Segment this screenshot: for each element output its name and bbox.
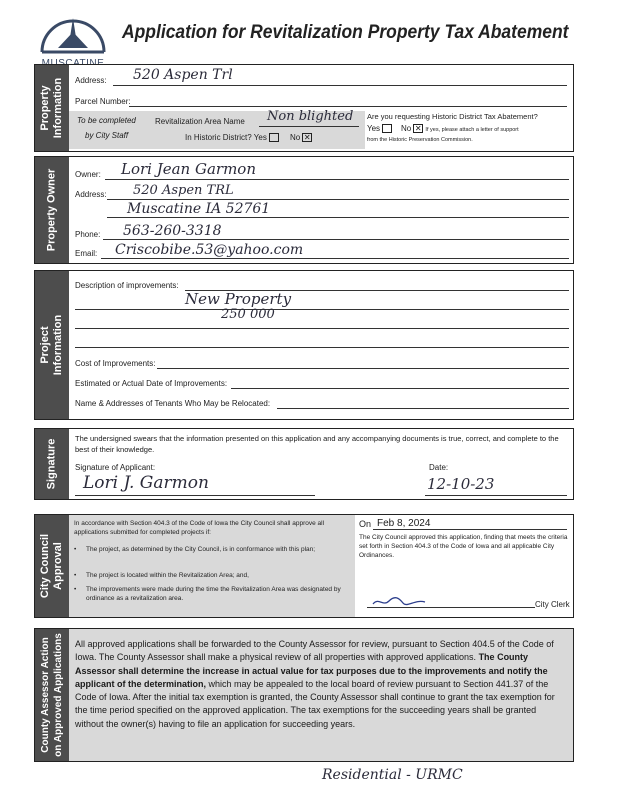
approval-text: The City Council approved this application, finding that meets the criteria set forth in Section 404.3 of the Code of Iowa and all applicable City Ordinances. [359, 534, 568, 559]
council-bullet-3: • The improvements were made during the time the Revitalization Area was designated by ordinance as a revitalization area. [74, 586, 341, 602]
property-owner-section [34, 156, 574, 264]
owner-value[interactable]: Lori Jean Garmon [121, 160, 256, 178]
email-label: Email: [75, 249, 98, 258]
council-decision [357, 515, 573, 617]
phone-label: Phone: [75, 230, 101, 239]
council-bullet-1: • The project, as determined by the City Council, is in conformance with this plan; [74, 546, 316, 553]
on-label: On [359, 519, 372, 529]
date-value[interactable]: 12-10-23 [427, 475, 495, 493]
assessor-text: All approved applications shall be forwarded to the County Assessor for review, pursuant to Section 404.5 of the Code of Iowa. The County Assessor shall make a physical review of all properties with approved applications. The County Assessor shall determine the increase in actual value for tax purposes due to the improvements and notify the applicant of the determination, which may be appealed to the local board of review pursuant to Section 441.37 of the Code of Iowa. After the initial tax exemption is granted, the County Assessor shall continue to grant the tax exemption for the time period specified on the approved application. The tax exemptions for the succeeding years shall be granted without the owner(s) having to file an application for succeeding years. [75, 639, 555, 729]
description-value-1[interactable]: New Property [185, 290, 292, 308]
cost-label: Cost of Improvements: [75, 359, 156, 368]
historic-yes-checkbox[interactable] [269, 133, 279, 142]
rev-area-label: Revitalization Area Name [155, 117, 245, 126]
council-criteria [69, 515, 355, 617]
staff-note-2: by City Staff [85, 131, 129, 140]
address-value[interactable]: 520 Aspen Trl [133, 67, 233, 83]
council-date[interactable]: Feb 8, 2024 [377, 518, 431, 529]
email-value[interactable]: Criscobibe.53@yahoo.com [115, 242, 304, 258]
historic-abatement-question: Are you requesting Historic District Tax Abatement? [367, 112, 538, 121]
parcel-label: Parcel Number: [75, 97, 131, 106]
signature-section [34, 428, 574, 500]
historic-no-checkbox[interactable]: ✕ [303, 133, 311, 143]
signature-label: Signature of Applicant: [75, 463, 156, 472]
historic-note: If yes, please attach a letter of support [425, 127, 519, 133]
signature-statement: The undersigned swears that the information presented on this application and any accompanying documents is true, correct, and complete to the best of their knowledge. [75, 434, 559, 454]
address-label: Address: [75, 76, 107, 85]
signature-value[interactable]: Lori J. Garmon [83, 473, 209, 493]
section-band: Project Information [35, 271, 69, 419]
owner-label: Owner: [75, 170, 101, 179]
owner-address-label: Address: [75, 190, 107, 199]
owner-address-line1[interactable]: 520 Aspen TRL [133, 183, 234, 198]
section-band: City Council Approval [35, 515, 69, 617]
city-logo [36, 14, 110, 64]
city-council-section [34, 514, 574, 618]
section-band: Property Information [35, 65, 69, 151]
phone-value[interactable]: 563-260-3318 [123, 223, 222, 239]
section-band: Signature [35, 429, 69, 499]
historic-district-question: In Historic District? Yes No ✕ [185, 133, 311, 143]
date-label: Date: [429, 463, 449, 472]
assessor-text-area [69, 629, 573, 761]
project-information-section [34, 270, 574, 420]
description-label: Description of improvements: [75, 281, 179, 290]
rev-area-value[interactable]: Non blighted [267, 109, 354, 124]
section-band: County Assessor Action on Approved Applications [35, 629, 69, 761]
page-title: Application for Revitalization Property Tax Abatement [122, 22, 569, 43]
staff-area [69, 111, 365, 149]
logo-emblem-icon [36, 14, 110, 54]
owner-address-line2[interactable]: Muscatine IA 52761 [127, 201, 271, 217]
council-bullet-2: • The project is located within the Revitalization Area; and, [74, 572, 249, 579]
description-value-2[interactable]: 250 000 [221, 307, 275, 322]
footer-note: Residential - URMC [322, 767, 463, 783]
historic-abatement-area [367, 111, 571, 149]
clerk-signature-icon [371, 595, 427, 613]
tenants-label: Name & Addresses of Tenants Who May be Relocated: [75, 399, 271, 408]
historic-abatement-choices: Yes No ✕ If yes, please attach a letter of support [367, 124, 519, 134]
date-improvements-label: Estimated or Actual Date of Improvements: [75, 379, 228, 388]
abatement-yes-checkbox[interactable] [382, 124, 392, 133]
clerk-label: City Clerk [535, 600, 570, 609]
abatement-no-checkbox[interactable]: ✕ [414, 124, 422, 134]
council-intro: In accordance with Section 404.3 of the Code of Iowa the City Council shall approve all applications submitted for completed projects if: [74, 520, 325, 536]
section-band: Property Owner [35, 157, 69, 263]
property-information-section [34, 64, 574, 152]
county-assessor-section [34, 628, 574, 762]
historic-note-2: from the Historic Preservation Commission. [367, 137, 473, 143]
staff-note: To be completed [77, 116, 136, 125]
